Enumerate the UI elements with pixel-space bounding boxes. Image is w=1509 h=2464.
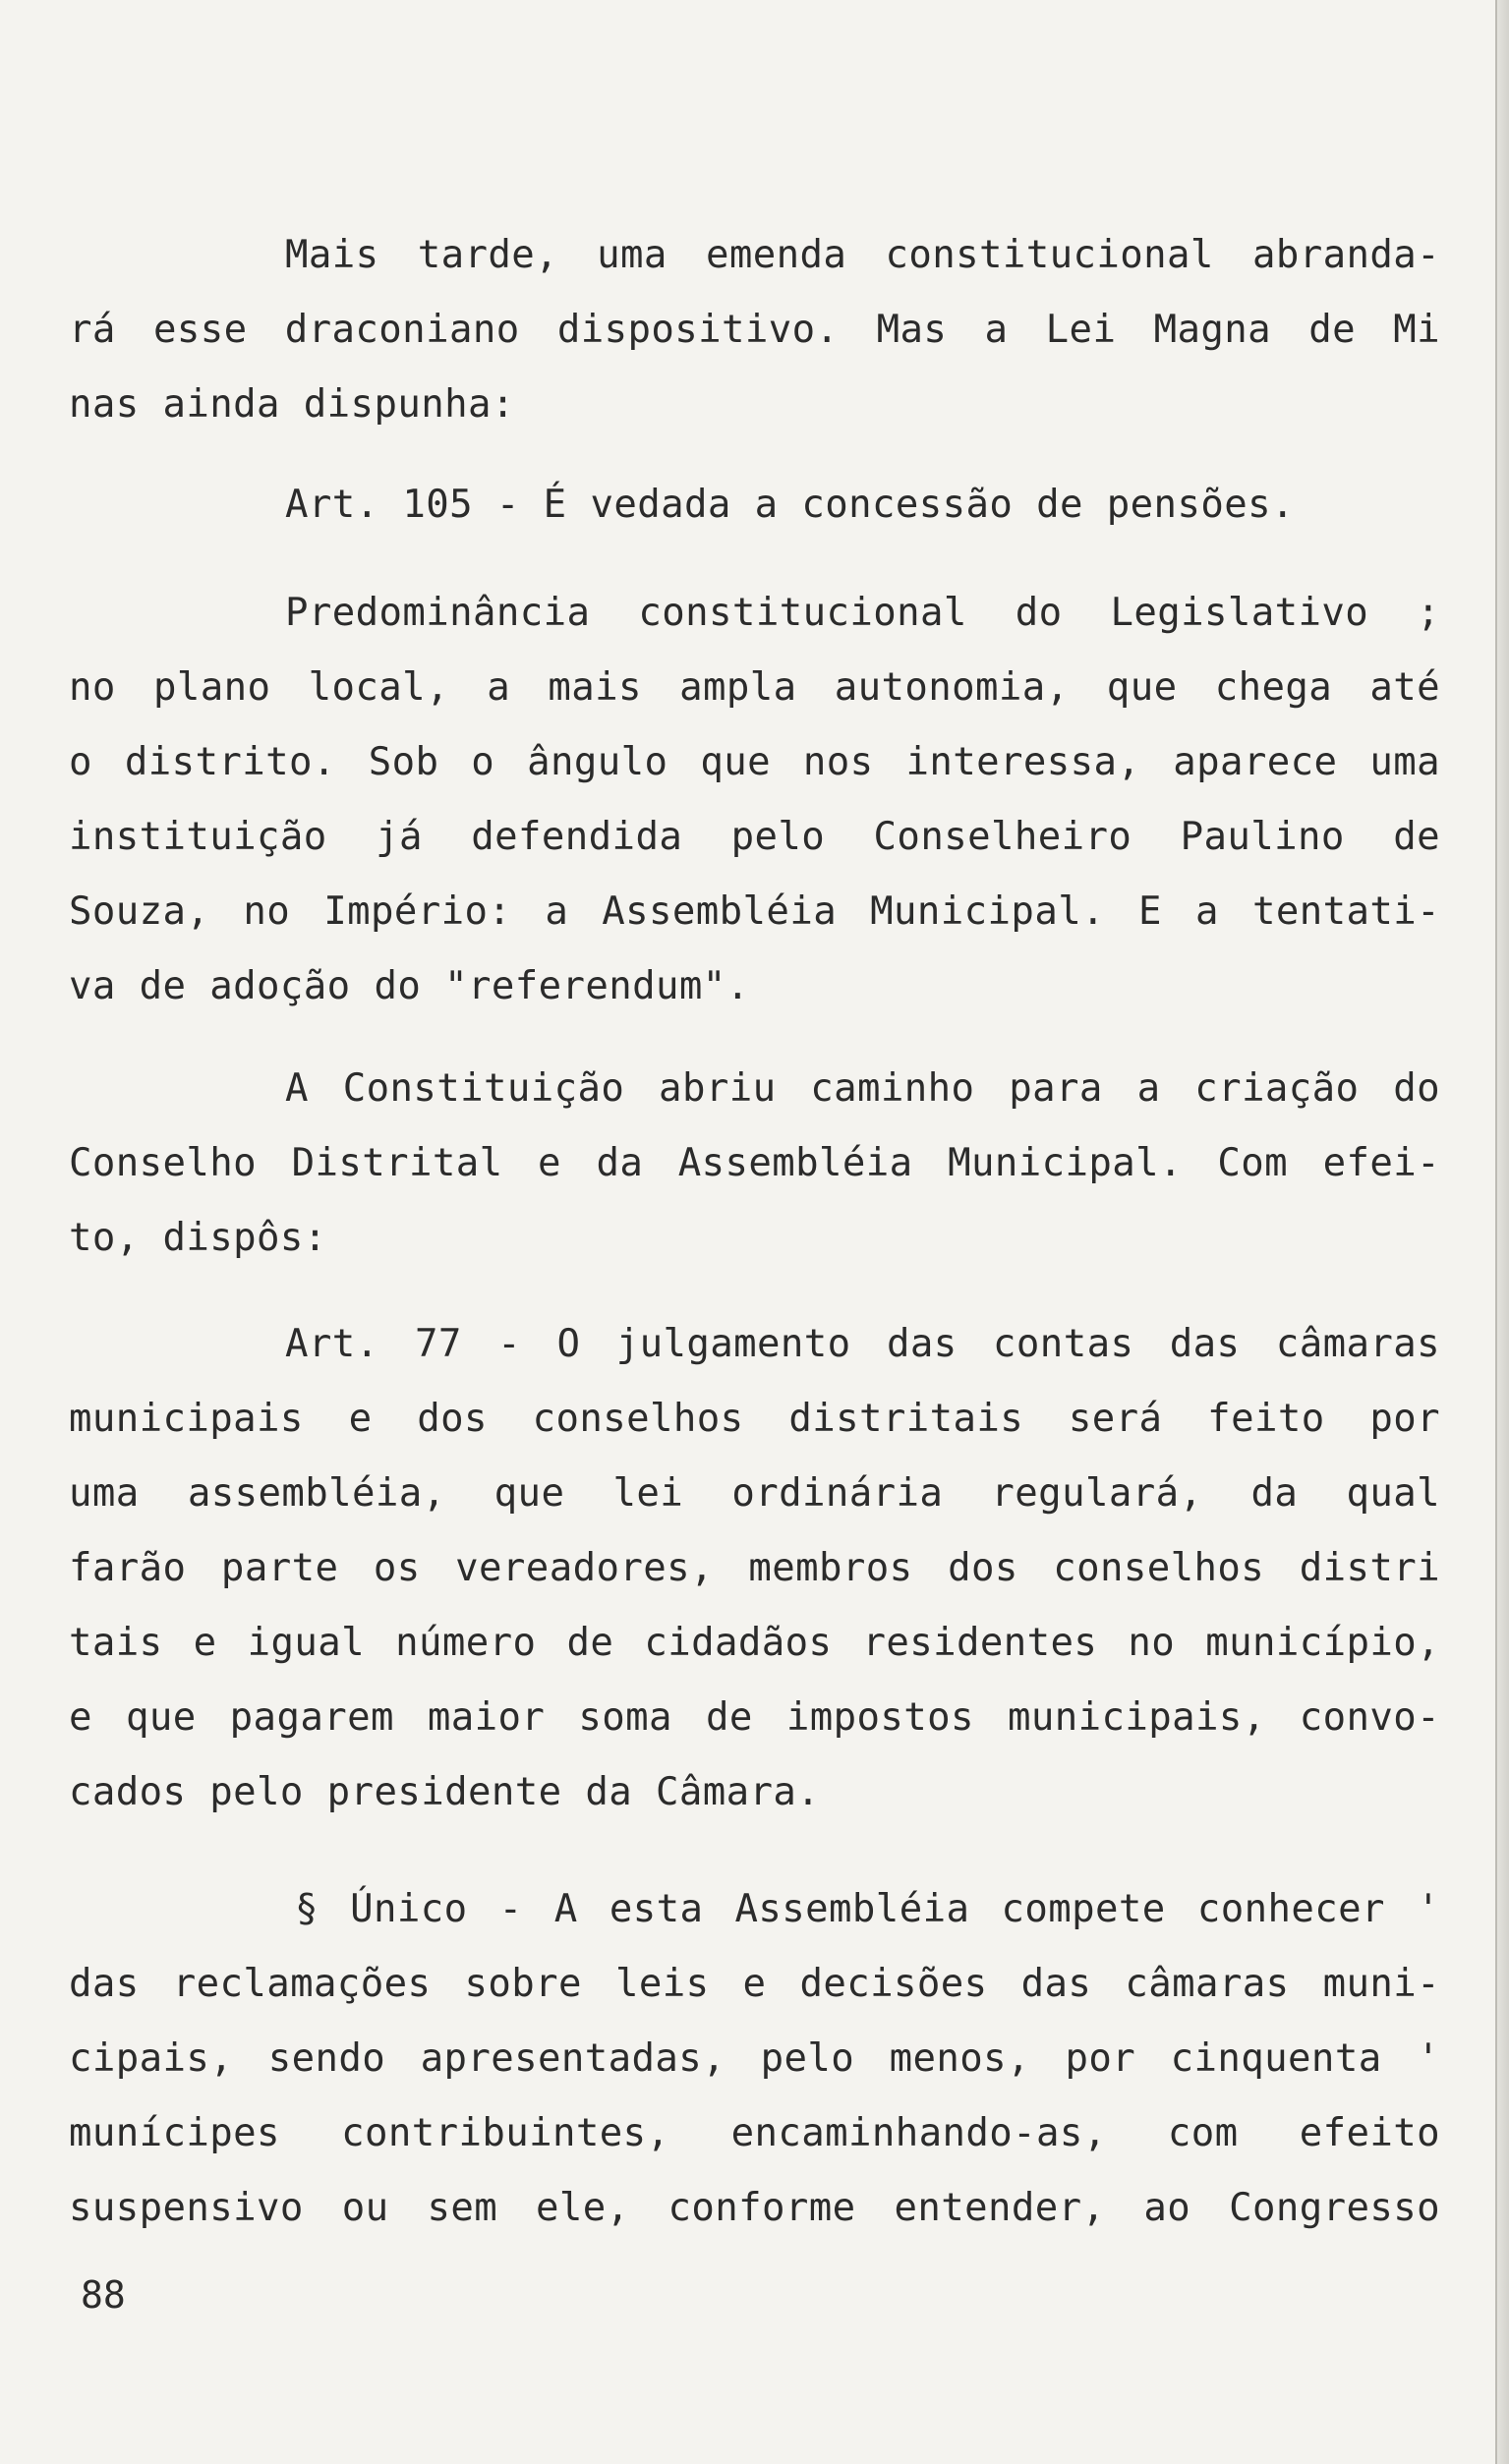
text-line: to, dispôs: [69,1216,327,1260]
paragraph-2 [69,576,1440,1024]
text-line: nas ainda dispunha: [69,382,515,427]
article-105 [69,468,1440,543]
page-number: 88 [81,2273,126,2317]
text-line: no plano local, a mais ampla autonomia, que chega até [69,665,1440,710]
text-line: Mais tarde, uma emenda constitucional abranda- [285,233,1440,277]
text-line: Conselho Distrital e da Assembléia Municipal. Com efei- [69,1141,1440,1185]
paragrafo-unico [69,1872,1440,2246]
text-line: suspensivo ou sem ele, conforme entender, ao Congresso [69,2186,1440,2230]
text-line: Art. 105 - É vedada a concessão de pensões. [285,483,1295,527]
text-line: Art. 77 - O julgamento das contas das câmaras [285,1322,1440,1366]
text-line: Predominância constitucional do Legislativo ; [285,591,1440,635]
text-line: farão parte os vereadores, membros dos conselhos distri [69,1546,1440,1590]
text-line: uma assembléia, que lei ordinária regulará, da qual [69,1471,1440,1516]
text-line: das reclamações sobre leis e decisões das câmaras muni- [69,1962,1440,2006]
text-line: instituição já defendida pelo Conselheiro Paulino de [69,815,1440,859]
text-line: A Constituição abriu caminho para a criação do [285,1066,1440,1111]
page-edge [1495,0,1509,2464]
text-line: Souza, no Império: a Assembléia Municipal. E a tentati- [69,889,1440,934]
text-line: municipais e dos conselhos distritais será feito por [69,1397,1440,1441]
paragraph-3 [69,1052,1440,1276]
text-line: e que pagarem maior soma de impostos municipais, convo- [69,1695,1440,1740]
text-line: cados pelo presidente da Câmara. [69,1770,821,1814]
text-line: munícipes contribuintes, encaminhando-as, com efeito [69,2111,1440,2155]
text-line: cipais, sendo apresentadas, pelo menos, por cinquenta ' [69,2036,1440,2081]
paragraph-1 [69,218,1440,442]
text-line: § Único - A esta Assembléia compete conhecer ' [295,1887,1440,1931]
text-line: va de adoção do "referendum". [69,964,750,1008]
text-line: rá esse draconiano dispositivo. Mas a Lei Magna de Mi [69,308,1440,352]
text-line: tais e igual número de cidadãos residentes no município, [69,1621,1440,1665]
text-line: o distrito. Sob o ângulo que nos interessa, aparece uma [69,740,1440,784]
article-77 [69,1307,1440,1830]
